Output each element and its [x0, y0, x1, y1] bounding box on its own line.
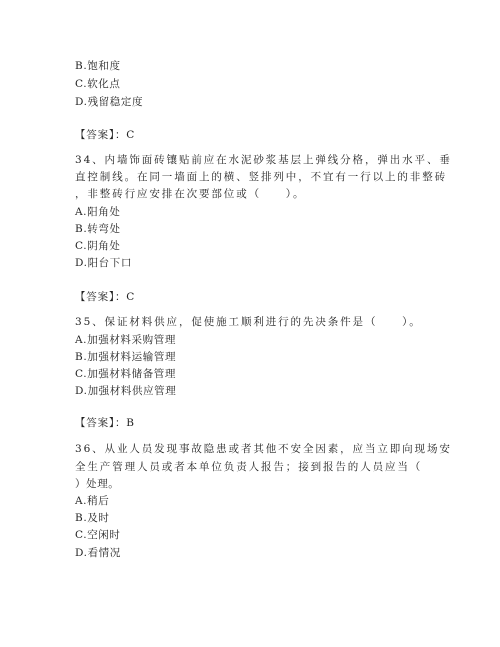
- answer-q33: 【答案】：C: [75, 129, 136, 141]
- option-a-q34: A.阳角处: [75, 206, 121, 218]
- option-c-q33: C.软化点: [75, 78, 121, 90]
- option-b-q34: B.转弯处: [75, 223, 121, 235]
- answer-q35: 【答案】：B: [75, 417, 135, 429]
- question-35-line-1: 35、保证材料供应，促使施工顺利进行的先决条件是（ ）。: [75, 316, 422, 328]
- question-36-line-2: 全生产管理人员或者本单位负责人报告；接到报告的人员应当（: [75, 461, 423, 473]
- option-b-q35: B.加强材料运输管理: [75, 351, 177, 363]
- option-c-q36: C.空闲时: [75, 529, 121, 541]
- question-34-line-1: 34、内墙饰面砖镶贴前应在水泥砂浆基层上弹线分格，弹出水平、垂: [75, 154, 452, 166]
- question-34-line-2: 直控制线。在同一墙面上的横、竖排列中，不宜有一行以上的非整砖: [75, 171, 447, 183]
- option-c-q34: C.阴角处: [75, 240, 121, 252]
- question-36-line-3: ）处理。: [75, 478, 120, 490]
- option-d-q33: D.残留稳定度: [75, 96, 144, 108]
- option-b-q33: B.饱和度: [75, 60, 121, 72]
- option-d-q36: D.看情况: [75, 547, 121, 559]
- option-d-q35: D.加强材料供应管理: [75, 385, 177, 397]
- option-a-q36: A.稍后: [75, 495, 110, 507]
- question-36-line-1: 36、从业人员发现事故隐患或者其他不安全因素，应当立即向现场安: [75, 443, 452, 455]
- option-a-q35: A.加强材料采购管理: [75, 334, 176, 346]
- option-b-q36: B.及时: [75, 512, 110, 524]
- answer-q34: 【答案】：C: [75, 291, 136, 303]
- option-d-q34: D.阳台下口: [75, 257, 132, 269]
- question-34-line-3: ，非整砖行应安排在次要部位或（ ）。: [75, 188, 306, 200]
- option-c-q35: C.加强材料储备管理: [75, 368, 176, 380]
